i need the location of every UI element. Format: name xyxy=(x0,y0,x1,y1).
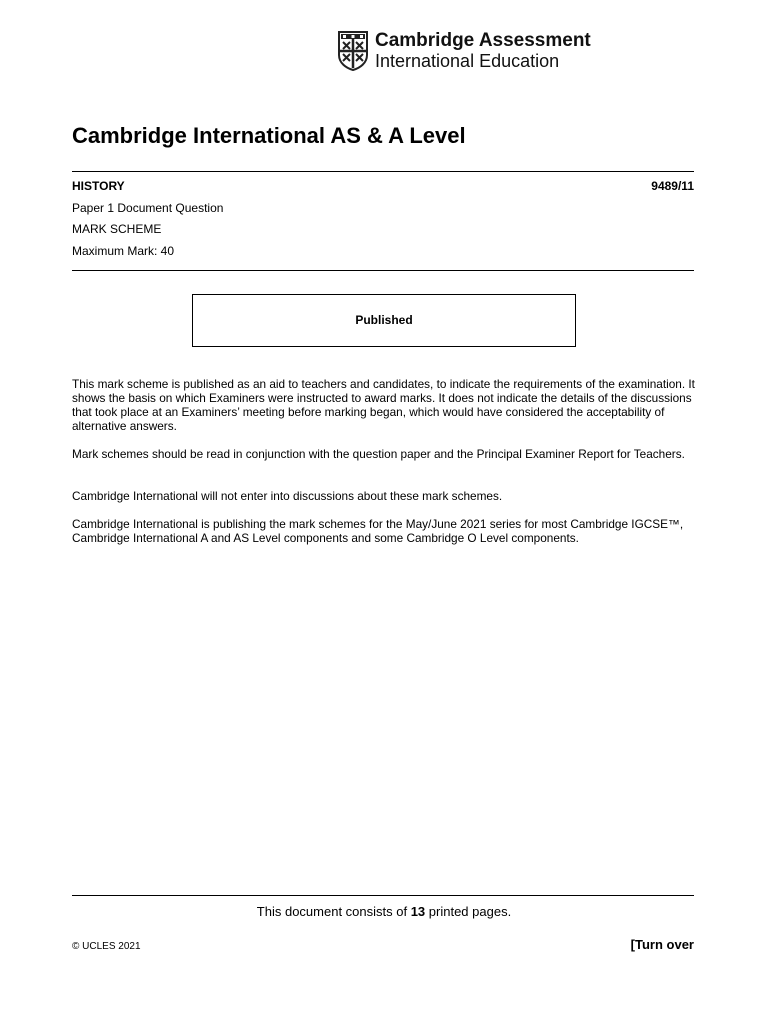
page-title: Cambridge International AS & A Level xyxy=(72,123,466,148)
page-count-number: 13 xyxy=(410,904,426,919)
logo-wordmark xyxy=(375,31,591,71)
intro-paragraph: This mark scheme is published as an aid to teachers and candidates, to indicate the requirements of the examination. It shows the basis on which Examiners were instructed to award marks. It does not indicate the details of the discussions that took place at an Examiners’ meeting before marking began, which would have considered the acceptability of alternative answers. xyxy=(72,377,695,433)
status-label: Published xyxy=(355,313,413,327)
paper-name: Paper 1 Document Question xyxy=(72,201,224,215)
series-note-paragraph: Cambridge International is publishing the mark schemes for the May/June 2021 series for most Cambridge IGCSE™, Cambridge International A and AS Level components and some Cambridge O Level components. xyxy=(72,517,684,545)
page-count-prefix: This document consists of xyxy=(256,904,411,919)
subject-label: HISTORY xyxy=(72,179,125,193)
logo-line-2: International Education xyxy=(375,51,560,71)
middle-divider xyxy=(72,270,694,271)
copyright-notice: © UCLES 2021 xyxy=(72,941,141,952)
reading-note-paragraph: Mark schemes should be read in conjunction with the question paper and the Principal Examiner Report for Teachers. xyxy=(72,447,685,461)
discussion-note-paragraph: Cambridge International will not enter into discussions about these mark schemes. xyxy=(72,489,503,503)
status-box xyxy=(192,294,576,347)
logo-line-1: Cambridge Assessment xyxy=(375,30,591,51)
page-count-note xyxy=(0,904,768,920)
document-type: MARK SCHEME xyxy=(72,222,162,236)
maximum-mark: Maximum Mark: 40 xyxy=(72,244,175,258)
page-count-suffix: printed pages. xyxy=(425,904,512,919)
shield-icon xyxy=(338,31,368,71)
cambridge-logo xyxy=(338,30,591,71)
syllabus-code: 9489/11 xyxy=(651,179,694,193)
turn-over-label: [Turn over xyxy=(630,937,694,952)
footer-divider xyxy=(72,895,694,896)
top-divider xyxy=(72,171,694,172)
